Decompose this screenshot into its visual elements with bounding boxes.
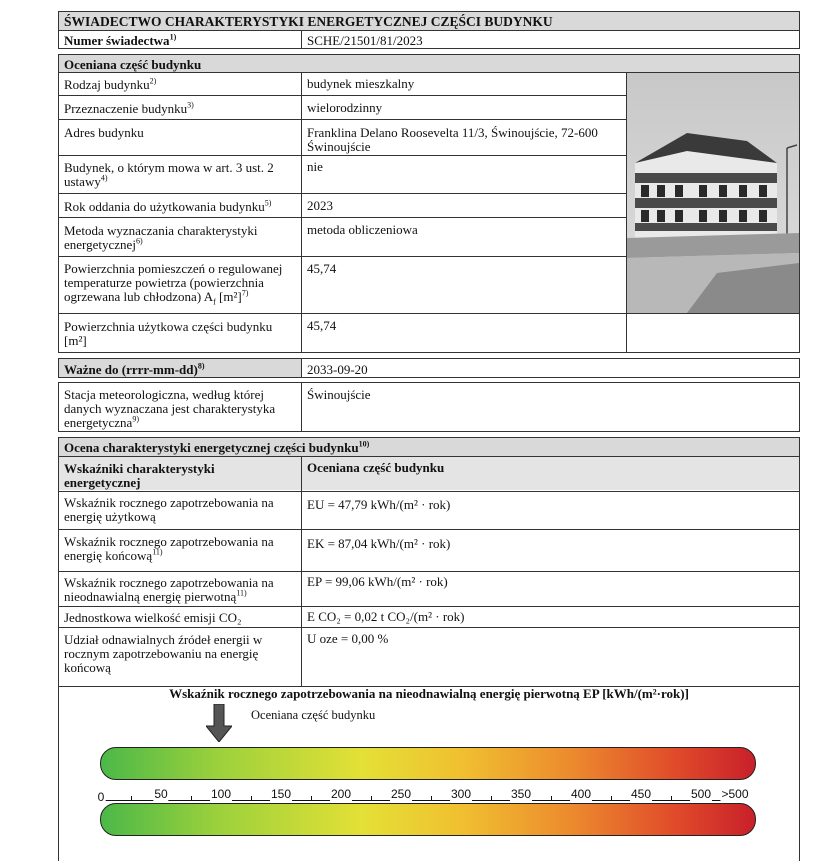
minor-tick <box>551 796 552 801</box>
certificate-number-value: SCHE/21501/81/2023 <box>307 33 423 48</box>
minor-tick <box>491 796 492 801</box>
minor-tick <box>131 796 132 801</box>
eu-label: Wskaźnik rocznego zapotrzebowania na energię użytkową <box>64 495 274 524</box>
building-section-header: Oceniana część budynku <box>64 57 202 72</box>
co2-label: Jednostkowa wielkość emisji CO₂ <box>64 610 242 625</box>
certificate-number-row <box>58 30 800 49</box>
weather-station-row <box>58 382 800 432</box>
title-bar <box>58 11 800 31</box>
building-section <box>58 54 800 353</box>
minor-tick <box>251 796 252 801</box>
ep-label: Wskaźnik rocznego zapotrzebowania na nieodnawialną energię pierwotną$^{11)}$ <box>64 575 274 604</box>
row-label-building-purpose: Przeznaczenie budynku$^{3)}$ <box>64 100 194 116</box>
minor-tick <box>611 796 612 801</box>
ep-value: EP = 99,06 kWh/(m² · rok) <box>307 574 448 589</box>
row-value-address: Franklina Delano Roosevelta 11/3, Świnoujście, 72-600 Świnoujście <box>307 125 598 154</box>
tick-label: 0 <box>97 790 105 804</box>
tick-label: >500 <box>721 787 749 801</box>
row-label-usable-area: Powierzchnia użytkowa części budynku [m²] <box>64 319 273 348</box>
ek-label: Wskaźnik rocznego zapotrzebowania na energię końcową$^{11)}$ <box>64 534 274 563</box>
minor-tick <box>671 796 672 801</box>
ep-marker-arrow-icon <box>206 704 232 742</box>
eu-value: EU = 47,79 kWh/(m² · rok) <box>307 497 451 512</box>
tick-label: 500 <box>690 787 712 801</box>
tick-label: 50 <box>154 787 168 801</box>
energy-section-header: Ocena charakterystyki energetycznej części budynku$^{10)}$ <box>64 439 370 455</box>
row-value-building-purpose: wielorodzinny <box>307 100 383 115</box>
row-value-art3: nie <box>307 159 323 174</box>
valid-until-row <box>58 358 800 378</box>
row-value-heated-area: 45,74 <box>307 261 337 276</box>
document-title: ŚWIADECTWO CHARAKTERYSTYKI ENERGETYCZNEJ CZĘŚCI BUDYNKU <box>64 14 553 29</box>
row-label-address: Adres budynku <box>64 125 144 140</box>
ep-scale-bar-bottom <box>100 803 756 836</box>
ek-value: EK = 87,04 kWh/(m² · rok) <box>307 536 451 551</box>
tick-label: 300 <box>450 787 472 801</box>
energy-section <box>58 437 800 687</box>
building-photo <box>627 73 799 313</box>
tick-label: 200 <box>330 787 352 801</box>
row-label-year: Rok oddania do użytkowania budynku$^{5)}$ <box>64 198 272 214</box>
co2-value: E CO₂ = 0,02 t CO₂/(m² · rok) <box>307 609 465 624</box>
tick-label: 350 <box>510 787 532 801</box>
tick-label: 450 <box>630 787 652 801</box>
indicators-column-header: Wskaźniki charakterystyki energetycznej <box>64 461 215 490</box>
row-value-building-type: budynek mieszkalny <box>307 76 415 91</box>
evaluated-column-header: Oceniana część budynku <box>307 460 445 475</box>
renewable-value: U oze = 0,00 % <box>307 631 389 646</box>
renewable-label: Udział odnawialnych źródeł energii w rocznym zapotrzebowaniu na energię końcową <box>64 632 263 675</box>
row-label-method: Metoda wyznaczania charakterystyki energetycznej$^{6)}$ <box>64 223 258 252</box>
row-label-building-type: Rodzaj budynku$^{2)}$ <box>64 76 157 92</box>
minor-tick <box>431 796 432 801</box>
marker-label: Oceniana część budynku <box>251 708 376 722</box>
row-value-usable-area: 45,74 <box>307 318 337 333</box>
tick-label: 100 <box>210 787 232 801</box>
certificate-number-label: Numer świadectwa$^{1)}$ <box>64 32 177 48</box>
valid-until-value: 2033-09-20 <box>307 362 368 377</box>
weather-station-label: Stacja meteorologiczna, według której danych wyznaczana jest charakterystyka energetyczna$^{9)}$ <box>64 387 276 430</box>
minor-tick <box>191 796 192 801</box>
minor-tick <box>311 796 312 801</box>
tick-label: 400 <box>570 787 592 801</box>
minor-tick <box>371 796 372 801</box>
row-value-year: 2023 <box>307 198 333 213</box>
row-label-art3: Budynek, o którym mowa w art. 3 ust. 2 ustawy$^{4)}$ <box>64 160 274 189</box>
weather-station-value: Świnoujście <box>307 387 371 402</box>
row-label-heated-area: Powierzchnia pomieszczeń o regulowanej temperaturze powietrza (powierzchnia ogrzewana lub chłodzona) $A_f$ $[m^2]^{7)}$ <box>64 261 283 307</box>
valid-until-label: Ważne do (rrrr-mm-dd)$^{8)}$ <box>64 361 205 377</box>
ep-scale-bar-top <box>100 747 756 780</box>
row-value-method: metoda obliczeniowa <box>307 222 418 237</box>
tick-label: 250 <box>390 787 412 801</box>
ep-scale-title: Wskaźnik rocznego zapotrzebowania na nieodnawialną energię pierwotną EP [kWh/(m²·rok)] <box>169 686 689 701</box>
tick-label: 150 <box>270 787 292 801</box>
